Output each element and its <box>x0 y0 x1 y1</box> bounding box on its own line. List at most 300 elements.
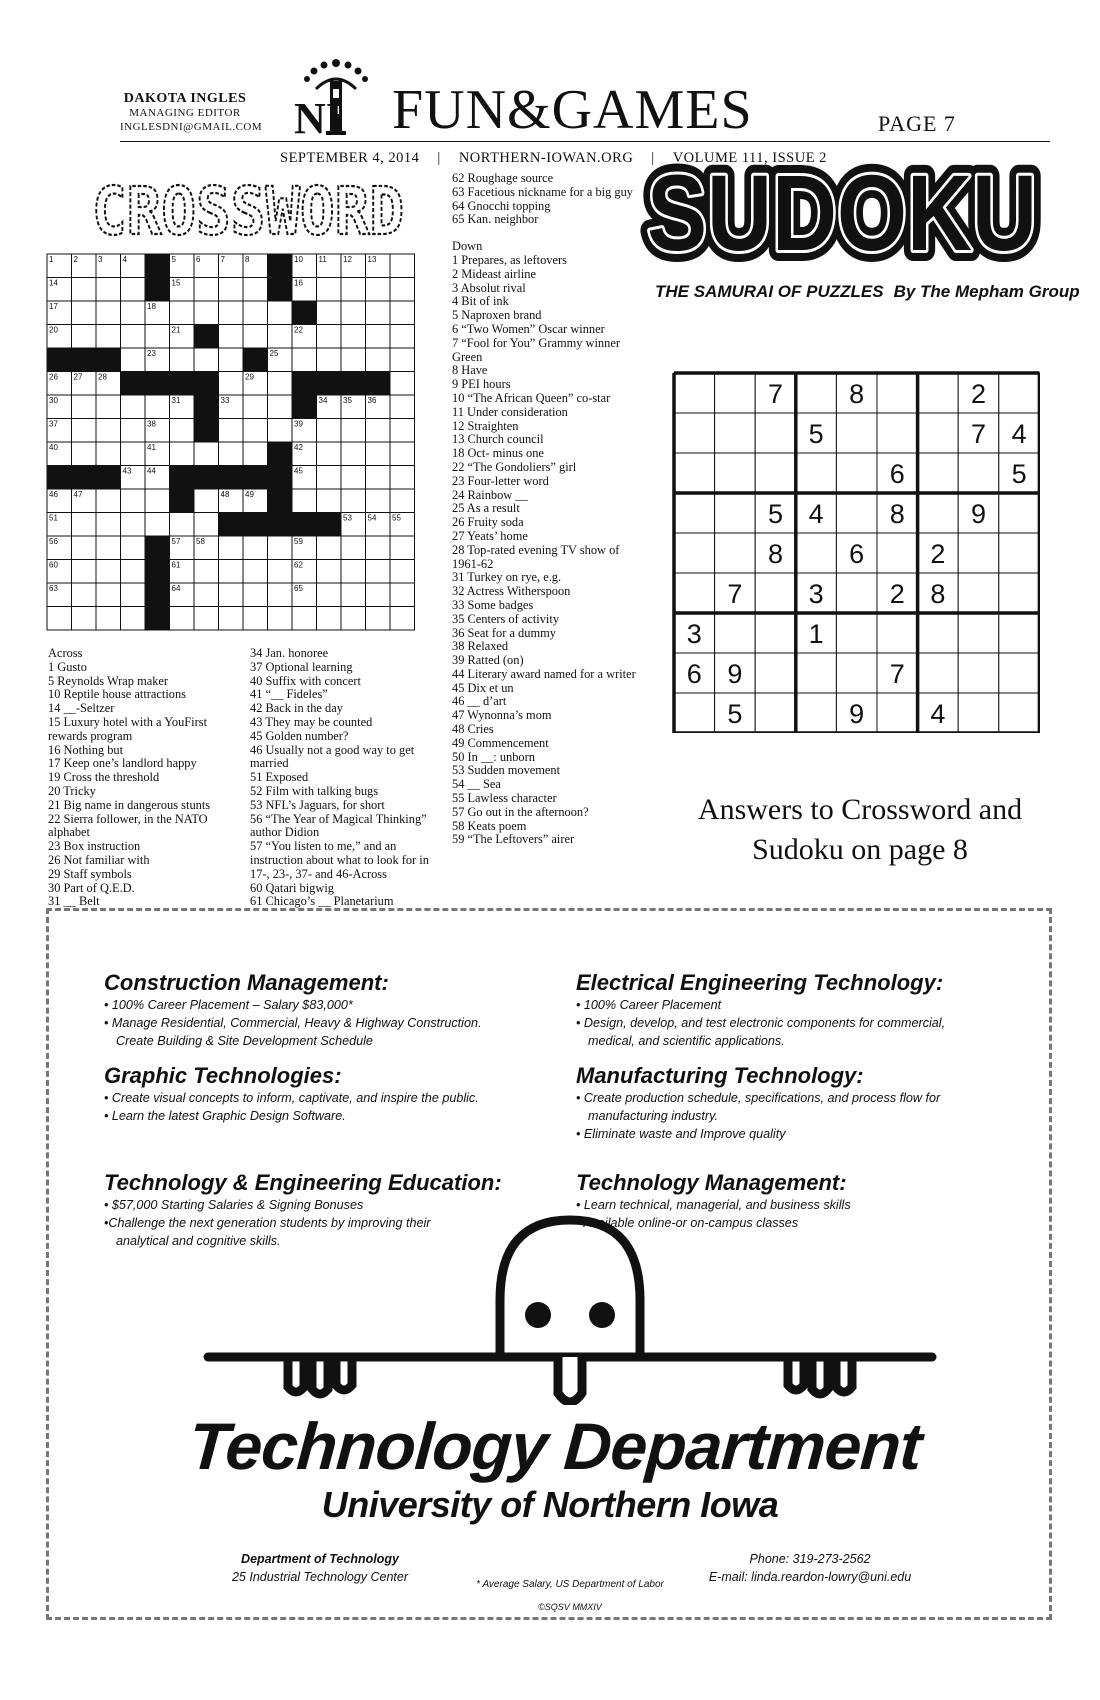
ad-line: • Available online-or on-campus classes <box>576 1216 799 1230</box>
crossword-block <box>268 466 293 490</box>
email: E-mail: linda.reardon-lowry@uni.edu <box>708 1570 912 1584</box>
sudoku-cell <box>958 533 999 573</box>
crossword-cell <box>390 583 415 607</box>
ad-line: Create Building & Site Development Schedule <box>116 1034 373 1048</box>
section-title: FUN&GAMES <box>392 79 753 141</box>
clue: 46 __ d’art <box>452 694 507 709</box>
sudoku-title-text: SUDOKU <box>647 162 1037 273</box>
crossword-number: 65 <box>294 584 303 593</box>
logo-letters: NI <box>294 94 343 137</box>
sudoku-cell <box>715 373 756 413</box>
crossword-block <box>145 560 170 584</box>
crossword-title-text: CROSSWORD <box>92 178 404 240</box>
sudoku-cell <box>999 573 1040 613</box>
crossword-block <box>219 466 244 490</box>
sudoku-cell <box>674 693 715 733</box>
crossword-cell <box>96 489 121 513</box>
crossword-cell <box>317 301 342 325</box>
sudoku-cell <box>796 693 837 733</box>
down-heading: Down <box>452 239 483 254</box>
crossword-number: 20 <box>49 325 58 335</box>
dept-address: 25 Industrial Technology Center <box>231 1570 409 1584</box>
clue: 5 Naproxen brand <box>452 308 542 323</box>
answers-line-2: Sudoku on page 8 <box>752 833 968 866</box>
crossword-cell <box>366 536 391 560</box>
clue: 57 Go out in the afternoon? <box>452 804 589 819</box>
editor-name: DAKOTA INGLES <box>123 91 247 106</box>
sudoku-cell <box>877 693 918 733</box>
crossword-cell <box>121 607 146 631</box>
sudoku-cell <box>755 653 796 693</box>
crossword-cell <box>317 583 342 607</box>
clue: 2 Mideast airline <box>452 266 536 281</box>
crossword-cell <box>121 442 146 466</box>
crossword-number: 35 <box>343 396 352 405</box>
sudoku-cell <box>796 533 837 573</box>
sudoku-digit: 4 <box>930 699 946 729</box>
crossword-cell <box>243 583 268 607</box>
crossword-cell <box>341 466 366 490</box>
clue: 11 Under consideration <box>452 404 568 419</box>
crossword-cell <box>72 325 97 349</box>
clue: 34 Jan. honoree <box>250 646 329 660</box>
clue: 45 Golden number? <box>250 728 349 743</box>
crossword-cell <box>96 442 121 466</box>
sudoku-cell <box>999 693 1040 733</box>
editor-email: INGLESDNI@GMAIL.COM <box>120 121 263 133</box>
crossword-cell <box>72 278 97 302</box>
ad-section-title: Electrical Engineering Technology: <box>576 970 944 995</box>
crossword-cell <box>121 513 146 537</box>
crossword-cell <box>317 536 342 560</box>
crossword-cell <box>194 301 219 325</box>
crossword-cell <box>366 489 391 513</box>
crossword-cell <box>390 348 415 372</box>
sudoku-cell <box>755 693 796 733</box>
crossword-cell <box>219 536 244 560</box>
sudoku-digit: 7 <box>767 379 784 409</box>
clue: 48 Cries <box>452 722 494 737</box>
crossword-number: 39 <box>294 419 303 429</box>
crossword-block <box>341 372 366 396</box>
clue: 38 Relaxed <box>452 639 509 654</box>
clue: 33 Some badges <box>452 597 534 612</box>
sudoku-byline: By The Mepham Group <box>893 282 1080 301</box>
sudoku-cell <box>715 453 756 493</box>
crossword-block <box>194 325 219 349</box>
crossword-number: 9 <box>269 255 274 264</box>
crossword-cell <box>366 301 391 325</box>
clue: 59 “The Leftovers” airer <box>452 832 575 847</box>
crossword-block <box>96 466 121 490</box>
crossword-cell <box>96 607 121 631</box>
crossword-number: 29 <box>245 372 254 382</box>
across-heading: Across <box>48 646 83 660</box>
sudoku-digit: 9 <box>727 659 743 689</box>
crossword-number: 17 <box>49 302 58 311</box>
crossword-cell <box>72 395 97 419</box>
crossword-cell <box>194 513 219 537</box>
clue: 58 Keats poem <box>452 818 527 833</box>
crossword-cell <box>317 560 342 584</box>
sudoku-cell <box>674 533 715 573</box>
sudoku-digit: 7 <box>970 419 987 449</box>
sudoku-cell <box>836 613 877 653</box>
ad-section-electrical <box>576 970 1016 1050</box>
crossword-cell <box>194 560 219 584</box>
crossword-cell <box>341 607 366 631</box>
sudoku-digit: 4 <box>808 499 824 529</box>
crossword-cell <box>145 395 170 419</box>
crossword-cell <box>170 301 195 325</box>
crossword-cell <box>96 583 121 607</box>
across-clues-col1 <box>48 647 238 909</box>
crossword-cell <box>292 489 317 513</box>
crossword-cell <box>366 278 391 302</box>
clue: 31 __ Belt <box>48 894 100 909</box>
crossword-number: 41 <box>147 443 156 452</box>
sudoku-digit: 2 <box>930 539 946 569</box>
crossword-number: 50 <box>269 490 279 499</box>
crossword-cell <box>121 278 146 302</box>
clue: 49 Commencement <box>452 735 549 750</box>
ad-line: • $57,000 Starting Salaries & Signing Bonuses <box>104 1198 364 1212</box>
clue: 50 In __: unborn <box>452 749 535 764</box>
crossword-number: 26 <box>49 372 58 382</box>
page-number: PAGE 7 <box>878 111 956 136</box>
clue: 60 Qatari bigwig <box>250 880 334 895</box>
crossword-number: 64 <box>171 584 181 593</box>
sudoku-cell <box>755 413 796 453</box>
ad-section-title: Technology Management: <box>576 1170 847 1195</box>
clue: 23 Box instruction <box>48 839 141 854</box>
sudoku-cell <box>877 533 918 573</box>
sudoku-digit: 9 <box>849 699 865 729</box>
sudoku-digit: 8 <box>930 579 946 609</box>
crossword-cell <box>219 442 244 466</box>
crossword-cell <box>72 301 97 325</box>
crossword-cell <box>341 489 366 513</box>
crossword-cell <box>170 513 195 537</box>
crossword-cell <box>96 513 121 537</box>
crossword-block <box>47 348 72 372</box>
crossword-block <box>194 466 219 490</box>
crossword-block <box>317 513 342 537</box>
ad-line: • 100% Career Placement <box>576 998 722 1012</box>
crossword-cell <box>72 607 97 631</box>
copyright: ©SQSV MMXIV <box>538 1602 602 1612</box>
ad-line: • Learn technical, managerial, and business skills <box>576 1198 851 1212</box>
crossword-cell <box>366 442 391 466</box>
crossword-cell <box>390 278 415 302</box>
crossword-cell <box>268 536 293 560</box>
sudoku-cell <box>877 413 918 453</box>
crossword-cell <box>194 348 219 372</box>
crossword-cell <box>121 325 146 349</box>
sudoku-cell <box>999 373 1040 413</box>
crossword-cell <box>72 419 97 443</box>
clue: 39 Ratted (on) <box>452 653 524 668</box>
crossword-number: 5 <box>171 255 176 264</box>
crossword-block <box>170 372 195 396</box>
crossword-cell <box>243 301 268 325</box>
clue: 30 Part of Q.E.D. <box>48 880 135 895</box>
crossword-cell <box>243 442 268 466</box>
crossword-number: 10 <box>294 255 303 264</box>
crossword-cell <box>47 607 72 631</box>
dept-name: Department of Technology <box>241 1552 399 1566</box>
sudoku-digit: 6 <box>686 659 702 689</box>
crossword-block <box>170 489 195 513</box>
crossword-cell <box>366 348 391 372</box>
crossword-cell <box>219 278 244 302</box>
crossword-cell <box>268 372 293 396</box>
crossword-cell <box>268 301 293 325</box>
crossword-number: 12 <box>343 255 352 264</box>
clue: 36 Seat for a dummy <box>452 625 556 640</box>
sudoku-cell <box>918 453 959 493</box>
sudoku-digit: 7 <box>727 579 743 609</box>
editor-title: MANAGING EDITOR <box>129 107 241 119</box>
crossword-number: 27 <box>73 372 83 382</box>
northern-iowan-logo <box>288 55 384 137</box>
sudoku-cell <box>999 533 1040 573</box>
ad-section-title: Manufacturing Technology: <box>576 1063 864 1088</box>
sudoku-cell <box>836 653 877 693</box>
ad-section-graphic <box>104 1063 544 1125</box>
clue: 26 Fruity soda <box>452 515 524 530</box>
crossword-cell <box>170 419 195 443</box>
ad-section-title: Construction Management: <box>104 970 389 995</box>
crossword-cell <box>341 348 366 372</box>
sudoku-cell <box>715 493 756 533</box>
clue: 54 __ Sea <box>452 777 501 792</box>
clue: 64 Gnocchi topping <box>452 198 551 213</box>
crossword-number: 48 <box>220 490 230 499</box>
sudoku-cell <box>715 413 756 453</box>
crossword-cell <box>341 278 366 302</box>
crossword-cell <box>366 583 391 607</box>
crossword-block <box>317 372 342 396</box>
sudoku-cell <box>796 453 837 493</box>
clue: 62 Roughage source <box>452 171 554 185</box>
sudoku-cell <box>918 373 959 413</box>
clue: 10 Reptile house attractions <box>48 687 186 702</box>
sudoku-cell <box>918 653 959 693</box>
crossword-cell <box>317 607 342 631</box>
crossword-number: 53 <box>343 513 352 523</box>
crossword-block <box>47 466 72 490</box>
sudoku-cell <box>674 413 715 453</box>
ad-section-title: Graphic Technologies: <box>104 1063 342 1088</box>
crossword-block <box>194 372 219 396</box>
crossword-cell <box>243 560 268 584</box>
crossword-cell <box>145 489 170 513</box>
salary-footnote: * Average Salary, US Department of Labor <box>476 1579 664 1590</box>
clue: 57 “You listen to me,” and an instruction about what to look for in 17-, 23-, 37- and 46-Across <box>250 839 429 881</box>
sudoku-cell <box>674 373 715 413</box>
clue: 13 Church council <box>452 432 544 447</box>
crossword-cell <box>121 536 146 560</box>
crossword-grid <box>46 253 432 638</box>
sudoku-digit: 8 <box>767 539 784 569</box>
clue: 1 Gusto <box>48 659 87 674</box>
crossword-number: 21 <box>171 325 181 335</box>
clue: 46 Usually not a good way to get married <box>250 742 415 771</box>
crossword-block <box>268 278 293 302</box>
sudoku-digit: 1 <box>808 619 824 649</box>
sudoku-cell <box>958 693 999 733</box>
crossword-cell <box>268 560 293 584</box>
sudoku-digit: 5 <box>767 499 784 529</box>
crossword-cell <box>219 348 244 372</box>
crossword-cell <box>72 513 97 537</box>
crossword-block <box>145 536 170 560</box>
crossword-number: 1 <box>49 255 54 264</box>
sudoku-cell <box>958 613 999 653</box>
ad-section-title: Technology & Engineering Education: <box>104 1170 502 1195</box>
crossword-cell <box>96 560 121 584</box>
crossword-number: 57 <box>171 537 181 546</box>
clue: 4 Bit of ink <box>452 294 509 309</box>
clue: 51 Exposed <box>250 770 309 785</box>
clue: 40 Suffix with concert <box>250 673 361 688</box>
sudoku-cell <box>877 613 918 653</box>
sudoku-cell <box>836 573 877 613</box>
sudoku-digit: 2 <box>889 579 905 609</box>
crossword-cell <box>390 536 415 560</box>
crossword-cell <box>268 607 293 631</box>
sudoku-cell <box>958 573 999 613</box>
crossword-cell <box>121 583 146 607</box>
sudoku-digit: 8 <box>849 379 865 409</box>
crossword-number: 28 <box>98 372 107 382</box>
crossword-number: 51 <box>49 513 58 523</box>
crossword-number: 44 <box>147 466 156 476</box>
sudoku-cell <box>755 573 796 613</box>
sudoku-tagline: THE SAMURAI OF PUZZLES <box>655 282 884 301</box>
crossword-cell <box>72 560 97 584</box>
crossword-cell <box>292 348 317 372</box>
clue: 20 Tricky <box>48 783 96 798</box>
crossword-cell <box>194 583 219 607</box>
crossword-cell <box>366 325 391 349</box>
clue: 15 Luxury hotel with a YouFirst rewards program <box>48 714 208 743</box>
crossword-number: 4 <box>122 255 127 264</box>
crossword-title <box>88 178 408 240</box>
ad-line: • Learn the latest Graphic Design Software. <box>104 1109 346 1123</box>
issue-date: SEPTEMBER 4, 2014 <box>280 150 420 166</box>
crossword-cell <box>96 419 121 443</box>
sudoku-cell <box>836 413 877 453</box>
crossword-number: 18 <box>147 302 156 311</box>
clue: 35 Centers of activity <box>452 611 560 626</box>
clue: 24 Rainbow __ <box>452 487 528 502</box>
answers-note <box>660 790 1060 870</box>
crossword-cell <box>341 560 366 584</box>
crossword-number: 11 <box>318 255 327 264</box>
crossword-cell <box>96 395 121 419</box>
crossword-cell <box>366 607 391 631</box>
crossword-cell <box>390 254 415 278</box>
phone: Phone: 319-273-2562 <box>749 1552 871 1566</box>
crossword-cell <box>219 607 244 631</box>
crossword-number: 25 <box>269 349 279 358</box>
clue: 42 Back in the day <box>250 701 343 716</box>
crossword-cell <box>243 395 268 419</box>
clue: 21 Big name in dangerous stunts <box>48 797 211 812</box>
crossword-number: 62 <box>294 560 303 570</box>
sudoku-cell <box>958 453 999 493</box>
sudoku-digit: 5 <box>1011 459 1027 489</box>
crossword-block <box>72 466 97 490</box>
sudoku-digit: 5 <box>808 419 824 449</box>
sudoku-cell <box>715 613 756 653</box>
crossword-cell <box>219 325 244 349</box>
across-clues-col2 <box>250 647 430 909</box>
answers-line-1: Answers to Crossword and <box>697 793 1023 826</box>
crossword-number: 61 <box>171 560 181 570</box>
clue: 61 Chicago’s __ Planetarium <box>250 894 394 909</box>
crossword-block <box>170 466 195 490</box>
crossword-cell <box>96 536 121 560</box>
crossword-cell <box>194 442 219 466</box>
crossword-block <box>243 513 268 537</box>
crossword-number: 36 <box>367 396 377 405</box>
svg-text:SUDOKU: SUDOKU <box>647 162 1037 273</box>
crossword-block <box>268 442 293 466</box>
crossword-cell <box>317 442 342 466</box>
crossword-cell <box>341 583 366 607</box>
clue: 52 Film with talking bugs <box>250 783 379 798</box>
ad-section-manufacturing <box>576 1063 1016 1143</box>
sudoku-digit: 2 <box>970 379 987 409</box>
crossword-cell <box>390 560 415 584</box>
crossword-cell <box>317 325 342 349</box>
crossword-number: 16 <box>294 278 303 288</box>
sudoku-subtitle <box>655 282 1080 302</box>
clue: 17 Keep one’s landlord happy <box>48 756 197 771</box>
sudoku-digit: 8 <box>889 499 905 529</box>
clue: 12 Straighten <box>452 418 519 433</box>
crossword-cell <box>341 325 366 349</box>
crossword-block <box>96 348 121 372</box>
technology-department-title: Technology Department <box>186 1409 924 1483</box>
crossword-cell <box>317 489 342 513</box>
crossword-cell <box>194 278 219 302</box>
ad-section-construction <box>104 970 544 1050</box>
sudoku-cell <box>918 493 959 533</box>
crossword-cell <box>341 536 366 560</box>
crossword-cell <box>390 607 415 631</box>
ad-line: manufacturing industry. <box>588 1109 718 1123</box>
crossword-cell <box>96 325 121 349</box>
sudoku-digit: 6 <box>849 539 865 569</box>
crossword-number: 43 <box>122 466 132 476</box>
crossword-cell <box>170 442 195 466</box>
crossword-number: 63 <box>49 584 58 593</box>
crossword-cell <box>292 607 317 631</box>
clue: 22 Sierra follower, in the NATO alphabet <box>48 811 208 840</box>
clue: 32 Actress Witherspoon <box>452 584 571 599</box>
kilroy-mascot-illustration <box>200 1215 940 1405</box>
crossword-block <box>194 419 219 443</box>
crossword-block <box>121 372 146 396</box>
ad-line: •Challenge the next generation students by improving their <box>104 1216 431 1230</box>
sudoku-digit: 4 <box>1011 419 1027 449</box>
crossword-number: 6 <box>196 255 201 264</box>
crossword-number: 54 <box>367 513 377 523</box>
